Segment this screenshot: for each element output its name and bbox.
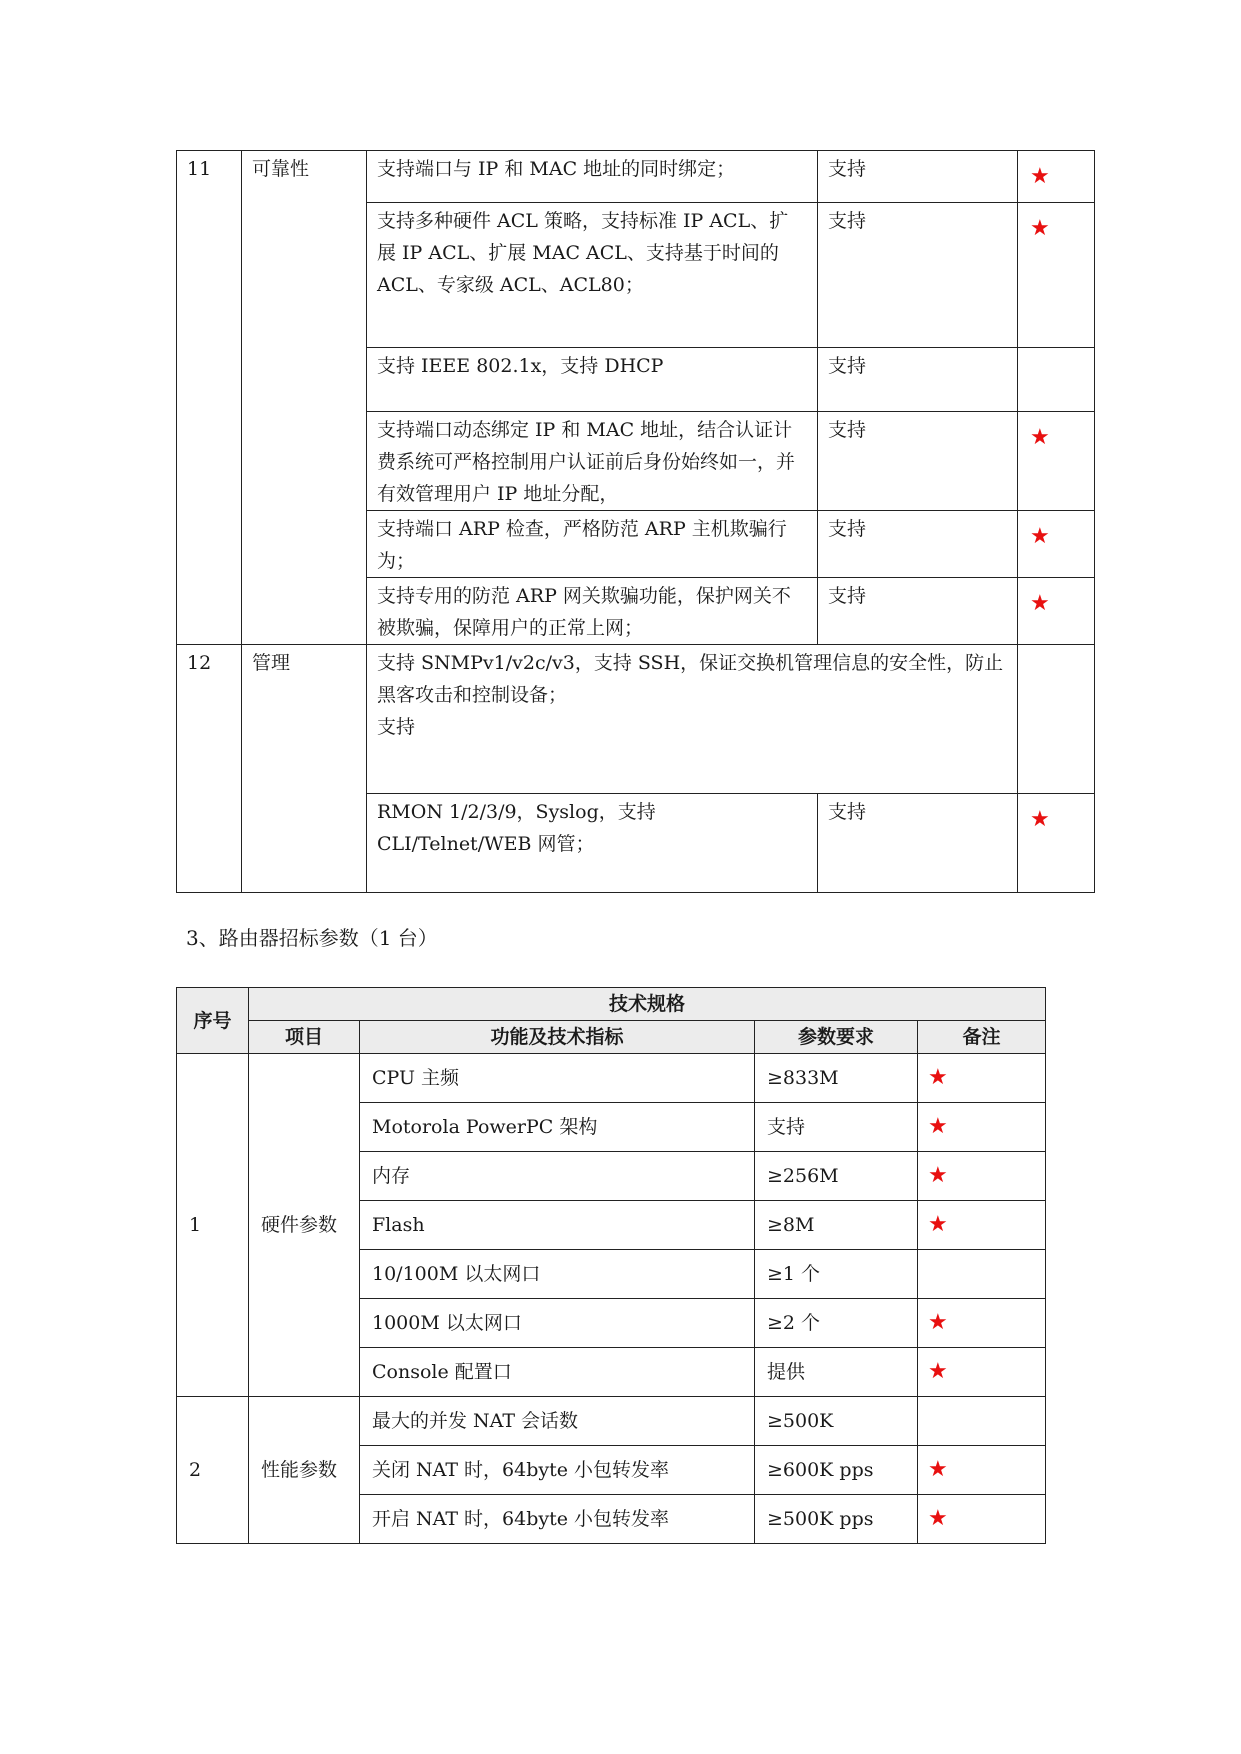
req-cell: 支持 bbox=[818, 511, 1018, 578]
star-icon: ★ bbox=[1030, 807, 1050, 832]
note-cell bbox=[918, 1103, 1046, 1152]
spec-cell: CPU 主频 bbox=[360, 1054, 755, 1103]
spec-cell: 支持多种硬件 ACL 策略，支持标准 IP ACL、扩展 IP ACL、扩展 MAC ACL、支持基于时间的 ACL、专家级 ACL、ACL80； bbox=[367, 203, 818, 348]
row-seq: 11 bbox=[177, 151, 242, 645]
note-cell bbox=[1018, 511, 1095, 578]
note-cell bbox=[1018, 412, 1095, 511]
req-cell: 支持 bbox=[818, 794, 1018, 893]
note-cell bbox=[1018, 203, 1095, 348]
req-cell: ≥600K pps bbox=[755, 1446, 918, 1495]
note-cell bbox=[918, 1201, 1046, 1250]
star-icon: ★ bbox=[928, 1457, 948, 1482]
note-cell bbox=[918, 1299, 1046, 1348]
table-row bbox=[177, 1397, 1046, 1446]
spec-cell: 1000M 以太网口 bbox=[360, 1299, 755, 1348]
header-spec: 功能及技术指标 bbox=[360, 1021, 755, 1054]
row-seq: 12 bbox=[177, 645, 242, 893]
switch-spec-table-continued bbox=[176, 150, 1095, 893]
header-item: 项目 bbox=[249, 1021, 360, 1054]
spec-cell: 10/100M 以太网口 bbox=[360, 1250, 755, 1299]
group-item: 性能参数 bbox=[249, 1397, 360, 1544]
star-icon: ★ bbox=[1030, 216, 1050, 241]
spec-cell: 支持 IEEE 802.1x，支持 DHCP bbox=[367, 348, 818, 412]
star-icon: ★ bbox=[928, 1212, 948, 1237]
spec-cell: 支持端口动态绑定 IP 和 MAC 地址，结合认证计费系统可严格控制用户认证前后身份始终如一，并有效管理用户 IP 地址分配， bbox=[367, 412, 818, 511]
req-cell: ≥1 个 bbox=[755, 1250, 918, 1299]
spec-cell: Console 配置口 bbox=[360, 1348, 755, 1397]
header-req: 参数要求 bbox=[755, 1021, 918, 1054]
star-icon: ★ bbox=[928, 1359, 948, 1384]
header-row bbox=[177, 988, 1046, 1021]
note-cell bbox=[918, 1348, 1046, 1397]
spec-cell: 最大的并发 NAT 会话数 bbox=[360, 1397, 755, 1446]
header-row bbox=[177, 1021, 1046, 1054]
note-cell bbox=[918, 1054, 1046, 1103]
req-cell: 提供 bbox=[755, 1348, 918, 1397]
note-cell bbox=[1018, 151, 1095, 203]
spec-cell: 支持专用的防范 ARP 网关欺骗功能，保护网关不被欺骗，保障用户的正常上网； bbox=[367, 578, 818, 645]
star-icon: ★ bbox=[928, 1065, 948, 1090]
star-icon: ★ bbox=[928, 1163, 948, 1188]
spec-cell: 支持端口与 IP 和 MAC 地址的同时绑定； bbox=[367, 151, 818, 203]
group-seq: 1 bbox=[177, 1054, 249, 1397]
note-cell bbox=[1018, 348, 1095, 412]
req-cell: 支持 bbox=[818, 412, 1018, 511]
note-cell bbox=[1018, 645, 1095, 794]
req-cell: ≥8M bbox=[755, 1201, 918, 1250]
spec-cell bbox=[367, 645, 1018, 794]
note-cell bbox=[918, 1152, 1046, 1201]
note-cell bbox=[918, 1397, 1046, 1446]
spec-cell: Motorola PowerPC 架构 bbox=[360, 1103, 755, 1152]
star-icon: ★ bbox=[1030, 164, 1050, 189]
note-cell bbox=[918, 1495, 1046, 1544]
req-text: 支持 bbox=[377, 716, 416, 738]
note-cell bbox=[918, 1446, 1046, 1495]
req-cell: ≥833M bbox=[755, 1054, 918, 1103]
star-icon: ★ bbox=[928, 1310, 948, 1335]
star-icon: ★ bbox=[1030, 425, 1050, 450]
star-icon: ★ bbox=[928, 1114, 948, 1139]
note-cell bbox=[1018, 794, 1095, 893]
spec-cell: 内存 bbox=[360, 1152, 755, 1201]
req-cell: ≥500K bbox=[755, 1397, 918, 1446]
table-row bbox=[177, 151, 1095, 203]
req-cell: ≥500K pps bbox=[755, 1495, 918, 1544]
req-cell: ≥2 个 bbox=[755, 1299, 918, 1348]
spec-cell: Flash bbox=[360, 1201, 755, 1250]
router-spec-table bbox=[176, 987, 1046, 1544]
spec-cell: 支持端口 ARP 检查，严格防范 ARP 主机欺骗行为； bbox=[367, 511, 818, 578]
spec-text: 支持 SNMPv1/v2c/v3，支持 SSH，保证交换机管理信息的安全性，防止黑客攻击和控制设备； bbox=[377, 652, 1004, 706]
spec-cell: 关闭 NAT 时，64byte 小包转发率 bbox=[360, 1446, 755, 1495]
section-heading: 3、路由器招标参数（1 台） bbox=[186, 926, 438, 950]
table-row bbox=[177, 1054, 1046, 1103]
group-item: 硬件参数 bbox=[249, 1054, 360, 1397]
header-note: 备注 bbox=[918, 1021, 1046, 1054]
header-tech-spec: 技术规格 bbox=[249, 988, 1046, 1021]
star-icon: ★ bbox=[928, 1506, 948, 1531]
req-cell: 支持 bbox=[755, 1103, 918, 1152]
group-seq: 2 bbox=[177, 1397, 249, 1544]
spec-cell: 开启 NAT 时，64byte 小包转发率 bbox=[360, 1495, 755, 1544]
req-cell: ≥256M bbox=[755, 1152, 918, 1201]
req-cell: 支持 bbox=[818, 578, 1018, 645]
header-seq: 序号 bbox=[177, 988, 249, 1054]
note-cell bbox=[1018, 578, 1095, 645]
req-cell: 支持 bbox=[818, 203, 1018, 348]
req-cell: 支持 bbox=[818, 348, 1018, 412]
star-icon: ★ bbox=[1030, 524, 1050, 549]
spec-cell: RMON 1/2/3/9，Syslog，支持 CLI/Telnet/WEB 网管； bbox=[367, 794, 818, 893]
req-cell: 支持 bbox=[818, 151, 1018, 203]
star-icon: ★ bbox=[1030, 591, 1050, 616]
note-cell bbox=[918, 1250, 1046, 1299]
row-item: 可靠性 bbox=[242, 151, 367, 645]
table-row bbox=[177, 645, 1095, 794]
row-item: 管理 bbox=[242, 645, 367, 893]
